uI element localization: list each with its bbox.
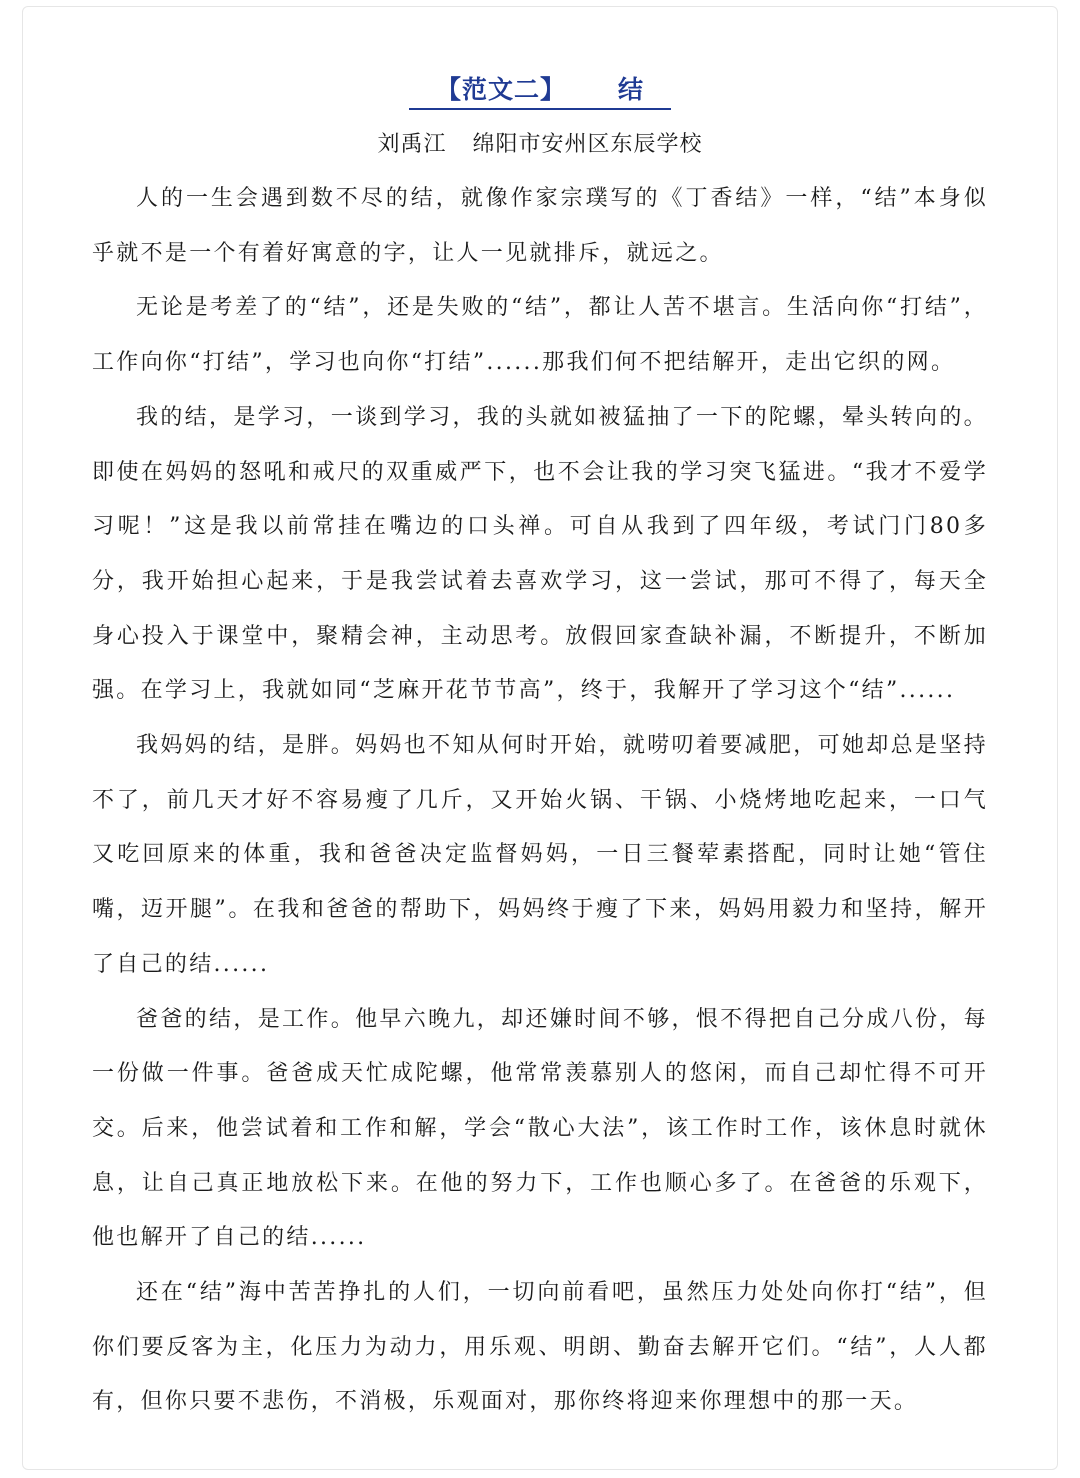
paragraph-4: 我妈妈的结，是胖。妈妈也不知从何时开始，就唠叨着要减肥，可她却总是坚持不了，前几天才好不容易瘦了几斤，又开始火锅、干锅、小烧烤地吃起来，一口气又吃回原来的体重，我和爸爸决定监督妈妈，一日三餐荤素搭配，同时让她“管住嘴，迈开腿”。在我和爸爸的帮助下，妈妈终于瘦了下来，妈妈用毅力和坚持，解开了自己的结...... — [92, 733, 988, 977]
author-name: 刘禹江 — [377, 132, 447, 157]
paragraph-5: 爸爸的结，是工作。他早六晚九，却还嫌时间不够，恨不得把自己分成八份，每一份做一件事。爸爸成天忙成陀螺，他常常羡慕别人的悠闲，而自己却忙得不可开交。后来，他尝试着和工作和解，学会“散心大法”，该工作时工作，该休息时就休息，让自己真正地放松下来。在他的努力下，工作也顺心多了。在爸爸的乐观下，他也解开了自己的结...... — [92, 1006, 988, 1251]
paragraph-2: 无论是考差了的“结”，还是失败的“结”，都让人苦不堪言。生活向你“打结”，工作向你“打结”，学习也向你“打结”......那我们何不把结解开，走出它织的网。 — [92, 295, 988, 376]
paragraph-1: 人的一生会遇到数不尽的结，就像作家宗璞写的《丁香结》一样，“结”本身似乎就不是一个有着好寓意的字，让人一见就排斥，就远之。 — [92, 186, 988, 266]
school-name: 绵阳市安州区东辰学校 — [472, 132, 703, 157]
byline — [0, 127, 1080, 158]
title-row — [0, 70, 1080, 110]
title-prefix: 【范文二】 — [435, 75, 566, 104]
title-word: 结 — [618, 75, 645, 104]
paragraph-6: 还在“结”海中苦苦挣扎的人们，一切向前看吧，虽然压力处处向你打“结”，但你们要反客为主，化压力为动力，用乐观、明朗、勤奋去解开它们。“结”，人人都有，但你只要不悲伤，不消极，乐观面对，那你终将迎来你理想中的那一天。 — [92, 1280, 988, 1415]
paragraph-3: 我的结，是学习，一谈到学习，我的头就如被猛抽了一下的陀螺，晕头转向的。即使在妈妈的怒吼和戒尺的双重威严下，也不会让我的学习突飞猛进。“我才不爱学习呢！”这是我以前常挂在嘴边的口头禅。可自从我到了四年级，考试门门80多分，我开始担心起来，于是我尝试着去喜欢学习，这一尝试，那可不得了，每天全身心投入于课堂中，聚精会神，主动思考。放假回家查缺补漏，不断提升，不断加强。在学习上，我就如同“芝麻开花节节高”，终于，我解开了学习这个“结”...... — [92, 404, 988, 704]
essay-body — [92, 172, 988, 1430]
page-title — [409, 70, 671, 110]
